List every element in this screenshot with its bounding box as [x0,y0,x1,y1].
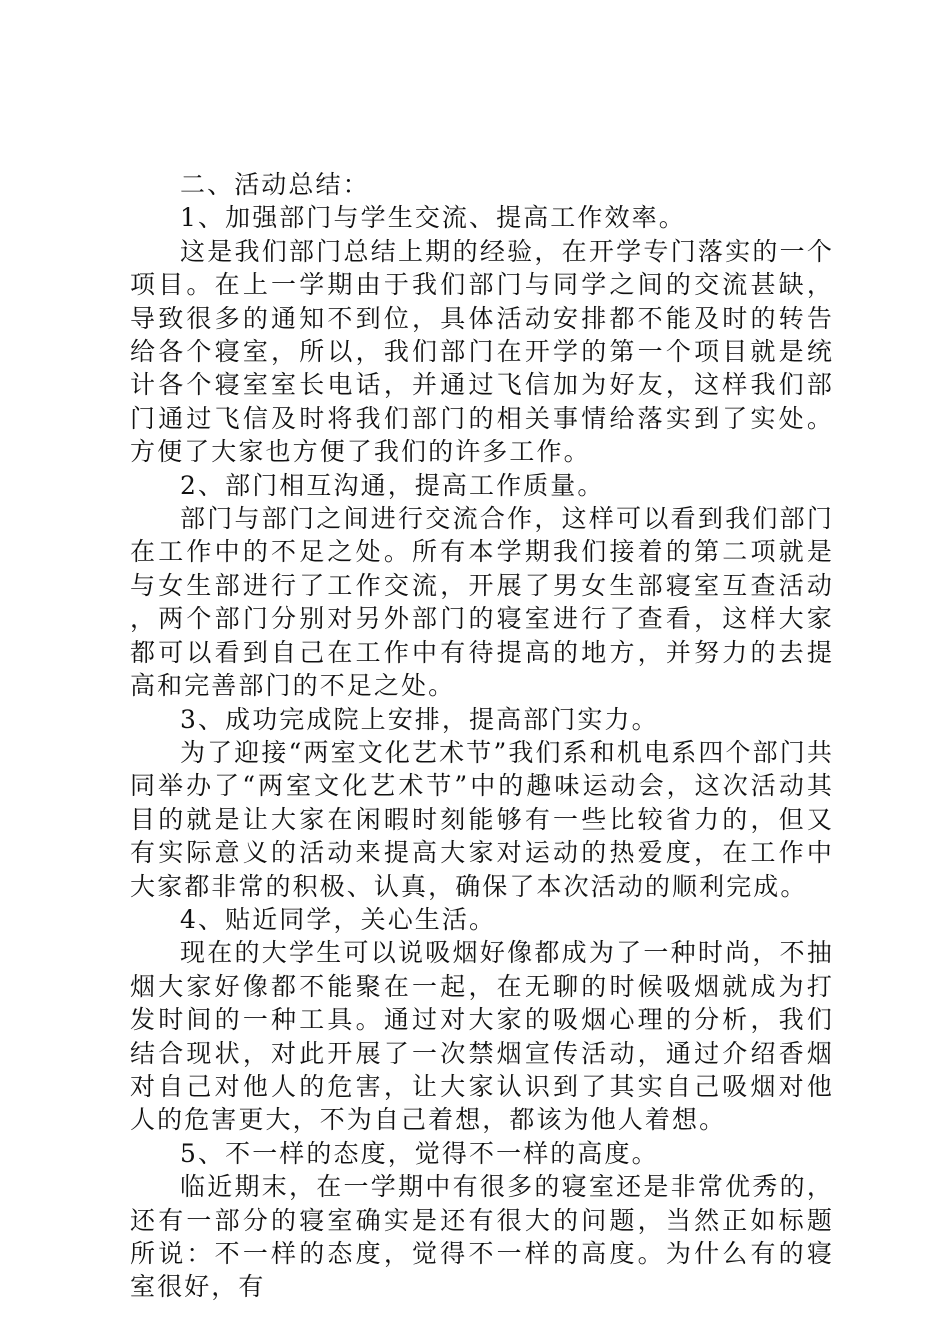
item-heading-5: 5、不一样的态度，觉得不一样的高度。 [180,1138,659,1168]
item-heading-3: 3、成功完成院上安排，提高部门实力。 [180,704,659,734]
section-heading: 二、活动总结： [180,170,370,199]
item-heading-1: 1、加强部门与学生交流、提高工作效率。 [180,203,686,233]
item-body-4: 现在的大学生可以说吸烟好像都成为了一种时尚，不抽烟大家好像都不能聚在一起，在无聊的时候吸烟就成为打发时间的一种工具。通过对大家的吸烟心理的分析，我们结合现状，对此开展了一次禁烟宣传活动，通过介绍香烟对自己对他人的危害，让大家认识到了其实自己吸烟对他人的危害更大，不为自己着想，都该为他人着想。 [130,938,834,1135]
item-body-1: 这是我们部门总结上期的经验，在开学专门落实的一个项目。在上一学期由于我们部门与同学之间的交流甚缺，导致很多的通知不到位，具体活动安排都不能及时的转告给各个寝室，所以，我们部门在开学的第一个项目就是统计各个寝室室长电话，并通过飞信加为好友，这样我们部门通过飞信及时将我们部门的相关事情给落实到了实处。方便了大家也方便了我们的许多工作。 [130,236,834,467]
item-body-5: 临近期末，在一学期中有很多的寝室还是非常优秀的，还有一部分的寝室确实是还有很大的问题，当然正如标题所说：不一样的态度，觉得不一样的高度。为什么有的寝室很好，有 [130,1172,834,1302]
item-body-3: 为了迎接“两室文化艺术节”我们系和机电系四个部门共同举办了“两室文化艺术节”中的趣味运动会，这次活动其目的就是让大家在闲暇时刻能够有一些比较省力的，但又有实际意义的活动来提高大家对运动的热爱度，在工作中大家都非常的积极、认真，确保了本次活动的顺利完成。 [130,737,834,901]
item-heading-4: 4、贴近同学，关心生活。 [180,904,497,934]
item-body-2: 部门与部门之间进行交流合作，这样可以看到我们部门在工作中的不足之处。所有本学期我们接着的第二项就是与女生部进行了工作交流，开展了男女生部寝室互查活动，两个部门分别对另外部门的寝室进行了查看，这样大家都可以看到自己在工作中有待提高的地方，并努力的去提高和完善部门的不足之处。 [130,504,834,701]
document-body [130,168,834,1304]
item-heading-2: 2、部门相互沟通，提高工作质量。 [180,470,605,500]
